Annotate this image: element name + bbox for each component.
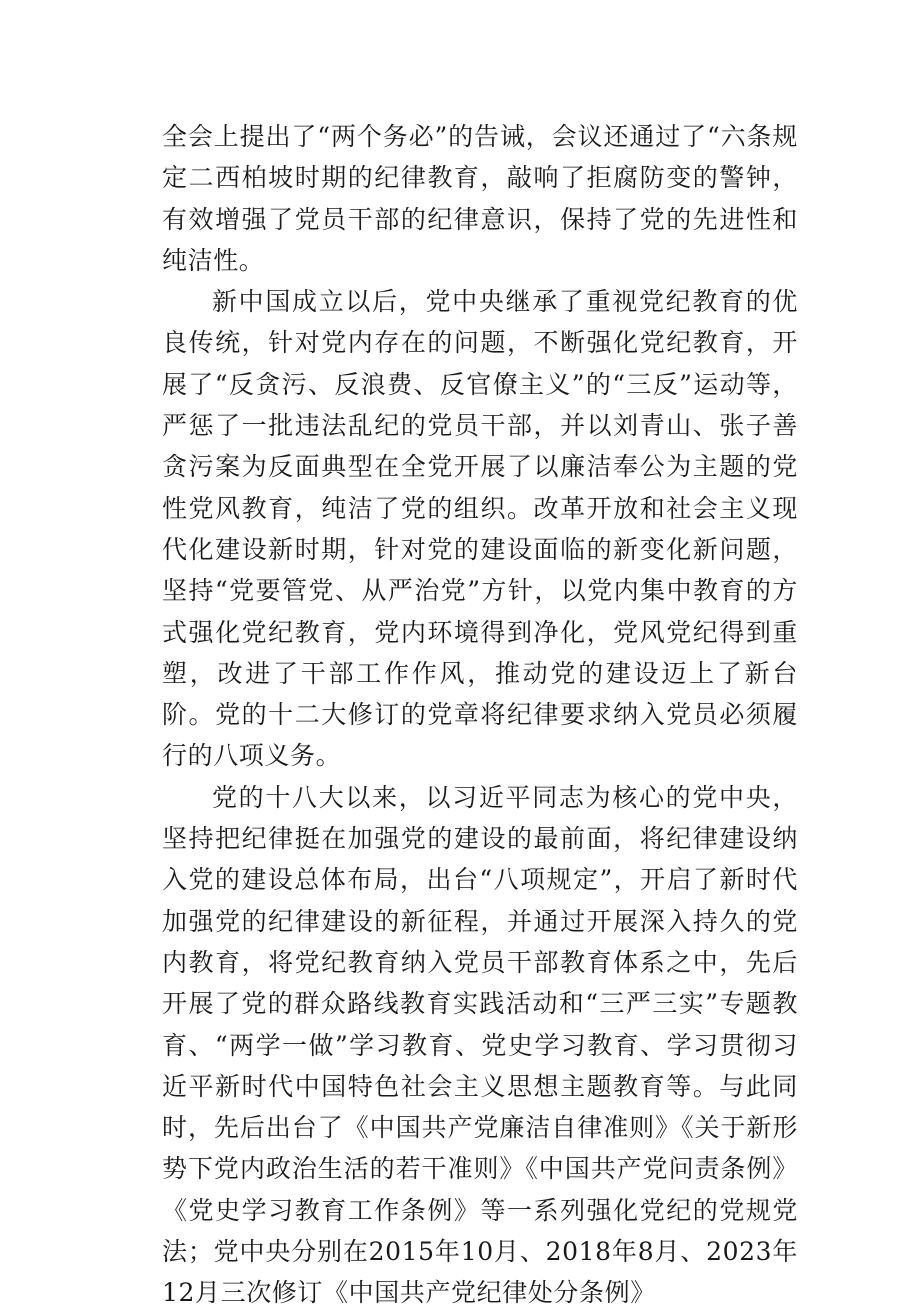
document-body: [162, 116, 798, 1314]
paragraph-1: 全会上提出了“两个务必”的告诫，会议还通过了“六条规定二西柏坡时期的纪律教育，敲响了拒腐防变的警钟，有效增强了党员干部的纪律意识，保持了党的先进性和纯洁性。: [162, 122, 798, 275]
paragraph-3: 党的十八大以来，以习近平同志为核心的党中央，坚持把纪律挺在加强党的建设的最前面，将纪律建设纳入党的建设总体布局，出台“八项规定”，开启了新时代加强党的纪律建设的新征程，并通过开展深入持久的党内教育，将党纪教育纳入党员干部教育体系之中，先后开展了党的群众路线教育实践活动和“三严三实”专题教育、“两学一做”学习教育、党史学习教育、学习贯彻习近平新时代中国特色社会主义思想主题教育等。与此同时，先后出台了《中国共产党廉洁自律准则》《关于新形势下党内政治生活的若干准则》《中国共产党问责条例》《党史学习教育工作条例》等一系列强化党纪的党规党法；党中央分别在2015年10月、2018年8月、2023年12月三次修订《中国共产党纪律处分条例》: [162, 782, 798, 1308]
paragraph-2: 新中国成立以后，党中央继承了重视党纪教育的优良传统，针对党内存在的问题，不断强化党纪教育，开展了“反贪污、反浪费、反官僚主义”的“三反”运动等，严惩了一批违法乱纪的党员干部，并以刘青山、张子善贪污案为反面典型在全党开展了以廉洁奉公为主题的党性党风教育，纯洁了党的组织。改革开放和社会主义现代化建设新时期，针对党的建设面临的新变化新问题，坚持“党要管党、从严治党”方针，以党内集中教育的方式强化党纪教育，党内环境得到净化，党风党纪得到重塑，改进了干部工作作风，推动党的建设迈上了新台阶。党的十二大修订的党章将纪律要求纳入党员必须履行的八项义务。: [162, 287, 798, 771]
